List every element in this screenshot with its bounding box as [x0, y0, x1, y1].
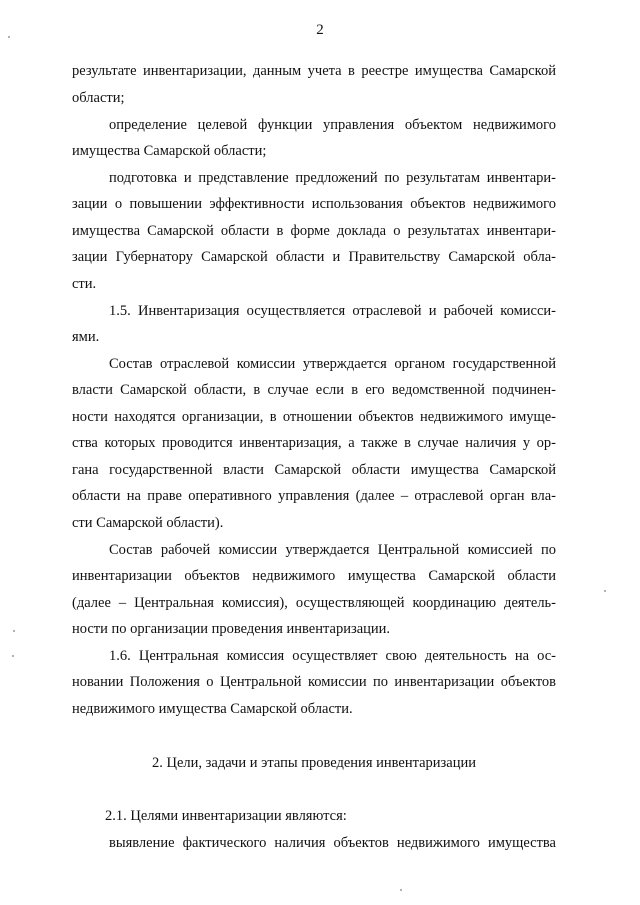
paragraph-line: инвентаризации объектов недвижимого имущества Самарской области	[72, 568, 556, 584]
paragraph-line: гана государственной власти Самарской области имущества Самарской	[72, 462, 556, 478]
paragraph-line: сти.	[72, 276, 97, 292]
paragraph-line: Состав отраслевой комиссии утверждается органом государственной	[109, 356, 556, 372]
paragraph-line: сти Самарской области).	[72, 515, 224, 531]
clause-heading: 2.1. Целями инвентаризации являются:	[105, 808, 347, 824]
paragraph-line: имущества Самарской области;	[72, 143, 267, 159]
page-number: 2	[316, 22, 324, 38]
paragraph-line: имущества Самарской области в форме доклада о результатах инвентари-	[72, 223, 556, 239]
paragraph-line: Состав рабочей комиссии утверждается Центральной комиссией по	[109, 542, 556, 558]
paragraph-line: зации о повышении эффективности использования объектов недвижимого	[72, 196, 556, 212]
paragraph-line: власти Самарской области, в случае если в его ведомственной подчинен-	[72, 382, 556, 398]
paragraph-line: определение целевой функции управления объектом недвижимого	[109, 117, 556, 133]
paragraph-line: зации Губернатору Самарской области и Правительству Самарской обла-	[72, 249, 556, 265]
scan-speck	[604, 590, 606, 592]
paragraph-line: области на праве оперативного управления (далее – отраслевой орган вла-	[72, 488, 556, 504]
paragraph-line: ства которых проводится инвентаризация, а также в случае наличия у ор-	[72, 435, 556, 451]
paragraph-line: (далее – Центральная комиссия), осуществляющей координацию деятель-	[72, 595, 556, 611]
paragraph-line: результате инвентаризации, данным учета в реестре имущества Самарской	[72, 63, 556, 79]
paragraph-line: области;	[72, 90, 125, 106]
paragraph-line: подготовка и представление предложений по результатам инвентари-	[109, 170, 556, 186]
paragraph-line: выявление фактического наличия объектов недвижимого имущества	[109, 835, 556, 851]
section-heading: 2. Цели, задачи и этапы проведения инвентаризации	[152, 755, 476, 771]
scan-speck	[8, 36, 10, 38]
paragraph-line: недвижимого имущества Самарской области.	[72, 701, 353, 717]
paragraph-line: новании Положения о Центральной комиссии по инвентаризации объектов	[72, 674, 556, 690]
paragraph-line: 1.5. Инвентаризация осуществляется отраслевой и рабочей комисси-	[109, 303, 556, 319]
paragraph-line: 1.6. Центральная комиссия осуществляет свою деятельность на ос-	[109, 648, 556, 664]
scan-speck	[12, 655, 14, 657]
paragraph-line: ности по организации проведения инвентаризации.	[72, 621, 391, 637]
scan-speck	[400, 889, 402, 891]
paragraph-line: ности находятся организации, в отношении объектов недвижимого имуще-	[72, 409, 556, 425]
paragraph-line: ями.	[72, 329, 100, 345]
scan-speck	[13, 630, 15, 632]
